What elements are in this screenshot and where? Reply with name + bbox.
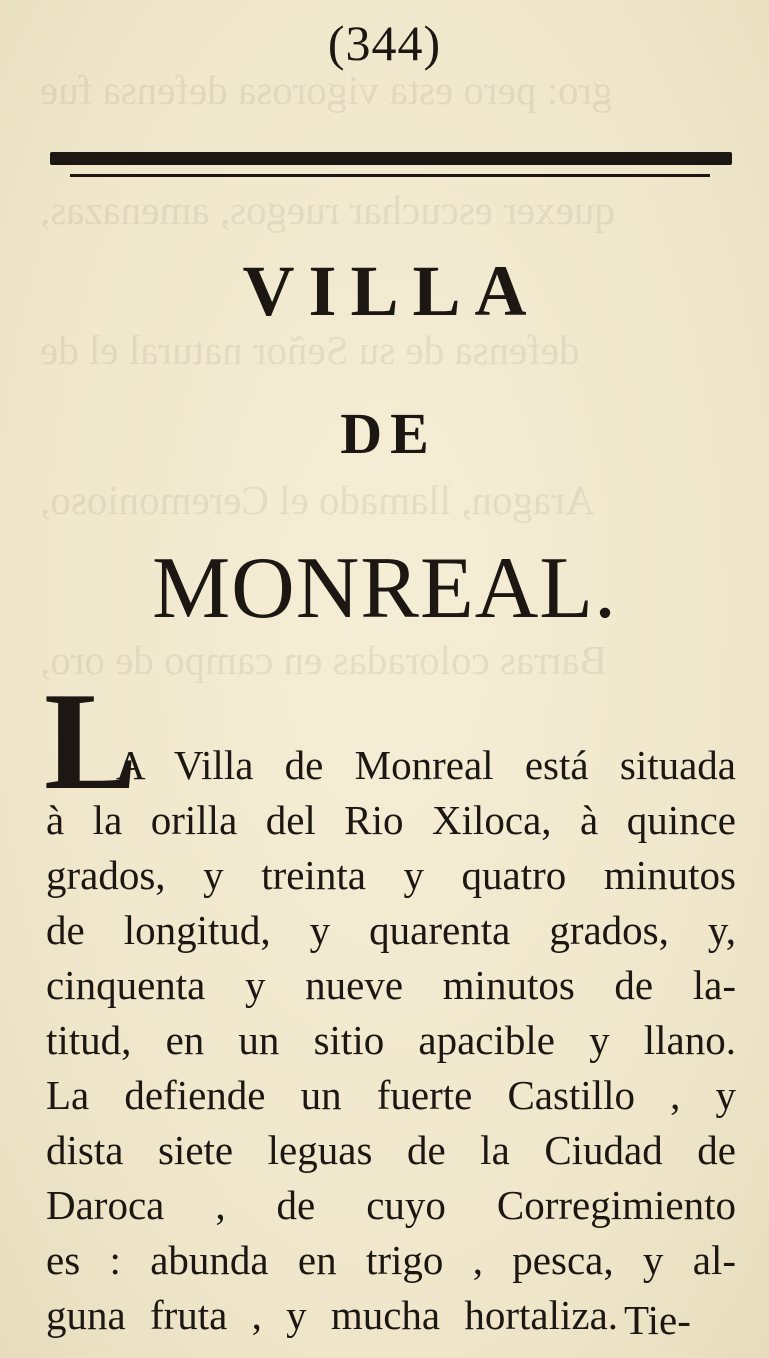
bleed-through-text: gro: pero esta vigorosa defensa fue — [40, 67, 613, 113]
body-line: A Villa de Monreal está situada — [116, 742, 736, 788]
drop-cap: L — [44, 664, 138, 819]
bleed-through-text: Aragon, llamado el Ceremonioso, — [40, 477, 595, 523]
page-number: (344) — [327, 15, 442, 71]
bleed-through-text: Barras coloradas en campo de oro, — [40, 637, 607, 683]
bleed-through-text: quexer escuchar ruegos, amenazas, — [40, 187, 615, 233]
header-rule-thin — [70, 174, 710, 177]
title-monreal: MONREAL. — [151, 540, 618, 637]
body-line: titud, en un sitio apacible y llano. — [46, 1017, 736, 1063]
body-line: guna fruta , y mucha hortaliza. — [46, 1292, 619, 1338]
body-line: es : abunda en trigo , pesca, y al- — [46, 1237, 736, 1283]
body-line: La defiende un fuerte Castillo , y — [46, 1072, 736, 1118]
body-line: à la orilla del Rio Xiloca, à quince — [46, 797, 736, 843]
body-line: Daroca , de cuyo Corregimiento — [46, 1182, 736, 1228]
body-line: cinquenta y nueve minutos de la- — [46, 962, 736, 1008]
body-line: dista siete leguas de la Ciudad de — [46, 1127, 736, 1173]
catchword: Tie- — [624, 1297, 691, 1343]
body-line: de longitud, y quarenta grados, y, — [46, 907, 736, 953]
title-villa: VILLA — [242, 251, 541, 331]
bleed-through-text: defensa de su Señor natural el de — [40, 327, 580, 373]
body-line: grados, y treinta y quatro minutos — [46, 852, 736, 898]
title-de: DE — [340, 401, 437, 466]
header-rule-thick — [50, 152, 732, 165]
